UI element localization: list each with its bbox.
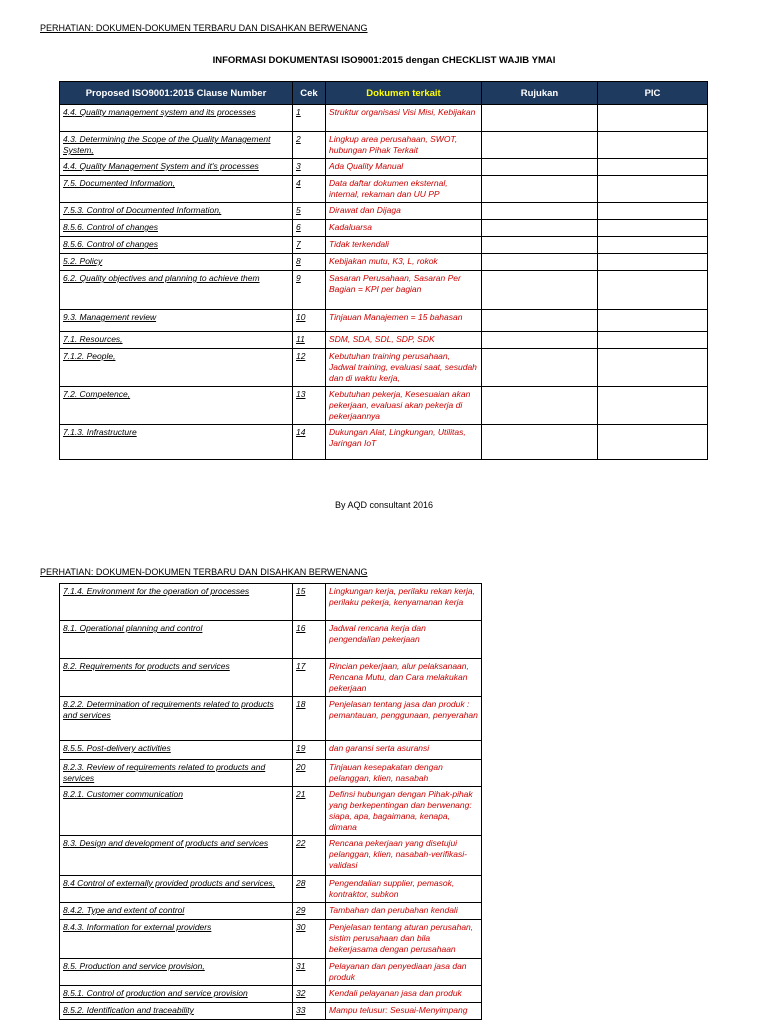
cek-cell: 33 xyxy=(293,1003,326,1020)
clause-cell: 7.1.2. People, xyxy=(60,349,293,387)
dokumen-cell: Rincian pekerjaan, alur pelaksanaan, Rencana Mutu, dan Cara melakukan pekerjaan xyxy=(326,659,482,697)
cek-cell: 9 xyxy=(293,271,326,310)
dokumen-cell: Kadaluarsa xyxy=(326,220,482,237)
checklist-table-continued xyxy=(59,583,482,1020)
table-row xyxy=(60,237,708,254)
cek-cell: 6 xyxy=(293,220,326,237)
pic-cell xyxy=(598,425,708,460)
dokumen-cell: Tambahan dan perubahan kendali xyxy=(326,903,482,920)
table-row xyxy=(60,903,482,920)
clause-cell: 7.1.4. Environment for the operation of processes xyxy=(60,584,293,621)
dokumen-cell: Penjelasan tentang jasa dan produk : pemantauan, penggunaan, penyerahan xyxy=(326,697,482,741)
rujukan-cell xyxy=(482,310,598,332)
rujukan-cell xyxy=(482,271,598,310)
cek-cell: 1 xyxy=(293,105,326,132)
dokumen-cell: Mampu telusur: Sesuai-Menyimpang xyxy=(326,1003,482,1020)
clause-cell: 8.4 Control of externally provided products and services, xyxy=(60,876,293,903)
table-header-row xyxy=(60,82,708,105)
rujukan-cell xyxy=(482,159,598,176)
pic-cell xyxy=(598,349,708,387)
clause-cell: 8.1. Operational planning and control xyxy=(60,621,293,659)
header-pic: PIC xyxy=(598,82,708,105)
clause-cell: 8.5.6. Control of changes xyxy=(60,237,293,254)
cek-cell: 31 xyxy=(293,959,326,986)
table-row xyxy=(60,132,708,159)
pic-cell xyxy=(598,254,708,271)
rujukan-cell xyxy=(482,132,598,159)
rujukan-cell xyxy=(482,105,598,132)
table-row xyxy=(60,159,708,176)
dokumen-cell: Pengendalian supplier, pemasok, kontraktor, subkon xyxy=(326,876,482,903)
dokumen-cell: Sasaran Perusahaan, Sasaran Per Bagian = KPI per bagian xyxy=(326,271,482,310)
clause-cell: 7.5. Documented Information, xyxy=(60,176,293,203)
clause-cell: 7.1. Resources, xyxy=(60,332,293,349)
dokumen-cell: Lingkup area perusahaan, SWOT, hubungan Pihak Terkait xyxy=(326,132,482,159)
clause-cell: 8.2.2. Determination of requirements related to products and services xyxy=(60,697,293,741)
dokumen-cell: Lingkungan kerja, perilaku rekan kerja, perilaku pekerja, kenyamanan kerja xyxy=(326,584,482,621)
cek-cell: 18 xyxy=(293,697,326,741)
cek-cell: 28 xyxy=(293,876,326,903)
clause-cell: 6.2. Quality objectives and planning to achieve them xyxy=(60,271,293,310)
clause-cell: 8.5.5. Post-delivery activities xyxy=(60,741,293,760)
rujukan-cell xyxy=(482,425,598,460)
table-row xyxy=(60,787,482,836)
cek-cell: 10 xyxy=(293,310,326,332)
dokumen-cell: Dukungan Alat, Lingkungan, Utilitas, Jaringan IoT xyxy=(326,425,482,460)
cek-cell: 5 xyxy=(293,203,326,220)
cek-cell: 3 xyxy=(293,159,326,176)
dokumen-cell: Kebutuhan pekerja, Kesesuaian akan pekerjaan, evaluasi akan pekerja di pekerjaannya xyxy=(326,387,482,425)
cek-cell: 16 xyxy=(293,621,326,659)
pic-cell xyxy=(598,159,708,176)
table-row xyxy=(60,310,708,332)
cek-cell: 7 xyxy=(293,237,326,254)
table-row xyxy=(60,425,708,460)
cek-cell: 29 xyxy=(293,903,326,920)
cek-cell: 20 xyxy=(293,760,326,787)
pic-cell xyxy=(598,176,708,203)
pic-cell xyxy=(598,387,708,425)
clause-cell: 4.3. Determining the Scope of the Quality Management System, xyxy=(60,132,293,159)
clause-cell: 8.4.2. Type and extent of control xyxy=(60,903,293,920)
page-title: INFORMASI DOKUMENTASI ISO9001:2015 dengan CHECKLIST WAJIB YMAI xyxy=(212,55,556,66)
table-row xyxy=(60,387,708,425)
cek-cell: 22 xyxy=(293,836,326,876)
header-rujukan: Rujukan xyxy=(482,82,598,105)
table-row xyxy=(60,741,482,760)
pic-cell xyxy=(598,203,708,220)
cek-cell: 8 xyxy=(293,254,326,271)
cek-cell: 13 xyxy=(293,387,326,425)
rujukan-cell xyxy=(482,237,598,254)
cek-cell: 21 xyxy=(293,787,326,836)
pic-cell xyxy=(598,237,708,254)
table-row xyxy=(60,920,482,959)
dokumen-cell: Dirawat dan Dijaga xyxy=(326,203,482,220)
clause-cell: 8.2.1. Customer communication xyxy=(60,787,293,836)
dokumen-cell: Kebijakan mutu, K3, L, rokok xyxy=(326,254,482,271)
dokumen-cell: Rencana pekerjaan yang disetujui pelanggan, klien, nasabah-verifikasi-validasi xyxy=(326,836,482,876)
dokumen-cell: dan garansi serta asuransi xyxy=(326,741,482,760)
dokumen-cell: Data daftar dokumen eksternal, internal, rekaman dan UU PP xyxy=(326,176,482,203)
cek-cell: 11 xyxy=(293,332,326,349)
table-row xyxy=(60,271,708,310)
table-row xyxy=(60,176,708,203)
cek-cell: 12 xyxy=(293,349,326,387)
clause-cell: 8.5.6. Control of changes xyxy=(60,220,293,237)
clause-cell: 4.4. Quality Management System and it's processes xyxy=(60,159,293,176)
dokumen-cell: Penjelasan tentang aturan perusahan, sistim perusahaan dan bila bekerjasama dengan perusahaan xyxy=(326,920,482,959)
dokumen-cell: Ada Quality Manual xyxy=(326,159,482,176)
rujukan-cell xyxy=(482,349,598,387)
clause-cell: 8.2. Requirements for products and services xyxy=(60,659,293,697)
notice-text: PERHATIAN: DOKUMEN-DOKUMEN TERBARU DAN DISAHKAN BERWENANG xyxy=(40,23,368,33)
dokumen-cell: SDM, SDA, SDL, SDP, SDK xyxy=(326,332,482,349)
rujukan-cell xyxy=(482,176,598,203)
clause-cell: 7.5.3. Control of Documented Information, xyxy=(60,203,293,220)
table-row xyxy=(60,203,708,220)
cek-cell: 15 xyxy=(293,584,326,621)
dokumen-cell: Pelayanan dan penyediaan jasa dan produk xyxy=(326,959,482,986)
notice-text-2: PERHATIAN: DOKUMEN-DOKUMEN TERBARU DAN DISAHKAN BERWENANG xyxy=(40,567,368,577)
table-row xyxy=(60,621,482,659)
rujukan-cell xyxy=(482,254,598,271)
cek-cell: 17 xyxy=(293,659,326,697)
pic-cell xyxy=(598,310,708,332)
clause-cell: 7.2. Competence, xyxy=(60,387,293,425)
dokumen-cell: Jadwal rencana kerja dan pengendalian pekerjaan xyxy=(326,621,482,659)
dokumen-cell: Kendali pelayanan jasa dan produk xyxy=(326,986,482,1003)
clause-cell: 8.4.3. Information for external providers xyxy=(60,920,293,959)
rujukan-cell xyxy=(482,203,598,220)
clause-cell: 8.5.2. Identification and traceability xyxy=(60,1003,293,1020)
rujukan-cell xyxy=(482,387,598,425)
pic-cell xyxy=(598,132,708,159)
dokumen-cell: Tinjauan kesepakatan dengan pelanggan, klien, nasabah xyxy=(326,760,482,787)
header-cek: Cek xyxy=(293,82,326,105)
cek-cell: 14 xyxy=(293,425,326,460)
header-clause: Proposed ISO9001:2015 Clause Number xyxy=(60,82,293,105)
cek-cell: 32 xyxy=(293,986,326,1003)
table-row xyxy=(60,959,482,986)
cek-cell: 19 xyxy=(293,741,326,760)
table-row xyxy=(60,254,708,271)
dokumen-cell: Kebutuhan training perusahaan, Jadwal training, evaluasi saat, sesudah dan di waktu kerja, xyxy=(326,349,482,387)
table-row xyxy=(60,349,708,387)
pic-cell xyxy=(598,332,708,349)
cek-cell: 2 xyxy=(293,132,326,159)
table-row xyxy=(60,105,708,132)
footer-credit: By AQD consultant 2016 xyxy=(334,500,434,510)
clause-cell: 4.4. Quality management system and its processes xyxy=(60,105,293,132)
table-row xyxy=(60,220,708,237)
header-dokumen: Dokumen terkait xyxy=(326,82,482,105)
cek-cell: 4 xyxy=(293,176,326,203)
table-row xyxy=(60,760,482,787)
dokumen-cell: Tidak terkendali xyxy=(326,237,482,254)
table-row xyxy=(60,986,482,1003)
cek-cell: 30 xyxy=(293,920,326,959)
table-row xyxy=(60,836,482,876)
clause-cell: 7.1.3. Infrastructure xyxy=(60,425,293,460)
pic-cell xyxy=(598,220,708,237)
dokumen-cell: Tinjauan Manajemen = 15 bahasan xyxy=(326,310,482,332)
table-row xyxy=(60,1003,482,1020)
table-row xyxy=(60,876,482,903)
clause-cell: 8.3. Design and development of products and services xyxy=(60,836,293,876)
rujukan-cell xyxy=(482,220,598,237)
table-row xyxy=(60,332,708,349)
table-row xyxy=(60,659,482,697)
clause-cell: 5.2. Policy xyxy=(60,254,293,271)
table-row xyxy=(60,584,482,621)
clause-cell: 8.5.1. Control of production and service provision xyxy=(60,986,293,1003)
rujukan-cell xyxy=(482,332,598,349)
dokumen-cell: Struktur organisasi Visi Misi, Kebijakan xyxy=(326,105,482,132)
checklist-table xyxy=(59,81,708,460)
pic-cell xyxy=(598,271,708,310)
clause-cell: 8.5. Production and service provision, xyxy=(60,959,293,986)
table-row xyxy=(60,697,482,741)
dokumen-cell: Definsi hubungan dengan Pihak-pihak yang berkepentingan dan berwenang: siapa, apa, bagaimana, kenapa, dimana xyxy=(326,787,482,836)
pic-cell xyxy=(598,105,708,132)
clause-cell: 9.3. Management review xyxy=(60,310,293,332)
clause-cell: 8.2.3. Review of requirements related to products and services xyxy=(60,760,293,787)
